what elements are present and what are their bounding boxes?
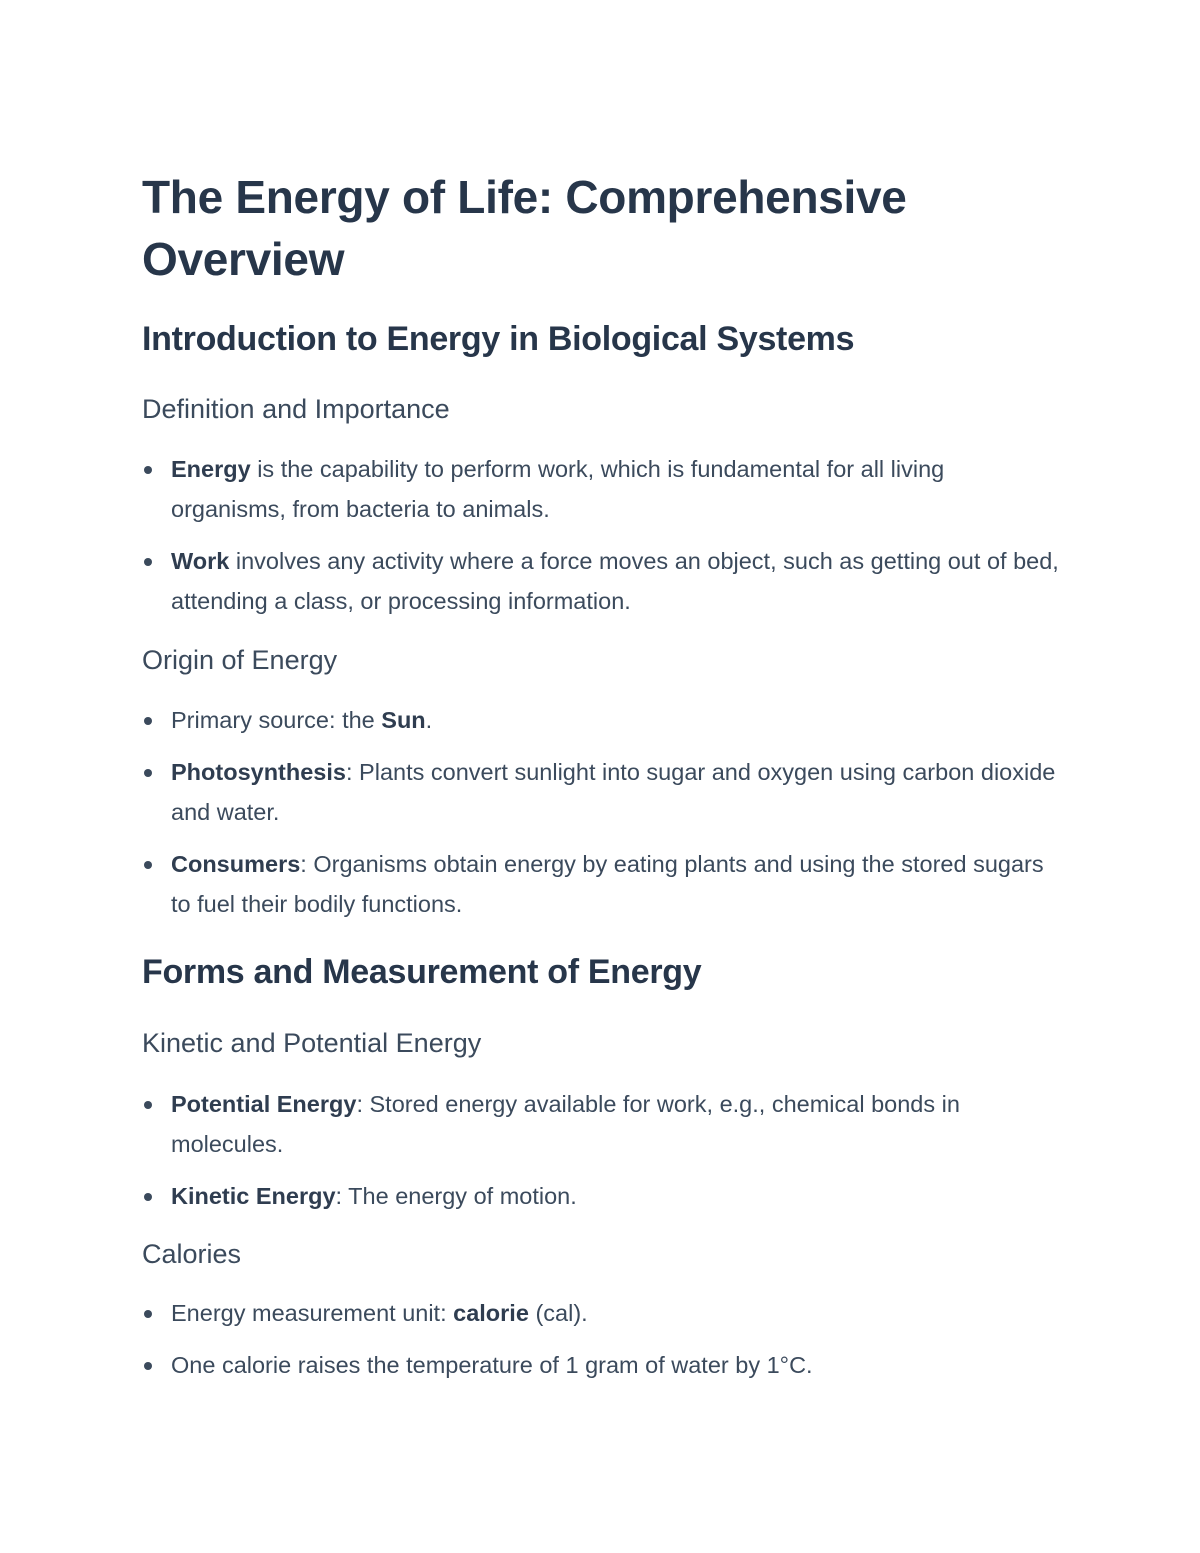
list-item: Energy measurement unit: calorie (cal). [142, 1293, 1062, 1333]
list-item: Photosynthesis: Plants convert sunlight into sugar and oxygen using carbon dioxide and water. [142, 752, 1062, 832]
list-item: Potential Energy: Stored energy available for work, e.g., chemical bonds in molecules. [142, 1084, 1062, 1164]
list-item: One calorie raises the temperature of 1 gram of water by 1°C. [142, 1345, 1062, 1385]
section-heading-forms: Forms and Measurement of Energy [142, 953, 702, 991]
subsection-heading-origin: Origin of Energy [142, 645, 338, 675]
section-heading-intro: Introduction to Energy in Biological Systems [142, 320, 855, 358]
subsection-heading-definition: Definition and Importance [142, 394, 450, 424]
bullet-list-calories [142, 1293, 1062, 1397]
bullet-list-kinetic-potential [142, 1084, 1062, 1228]
page-title: The Energy of Life: Comprehensive Overview [142, 171, 907, 285]
bullet-list-definition [142, 449, 1062, 633]
subsection-heading-calories: Calories [142, 1239, 242, 1269]
list-item: Consumers: Organisms obtain energy by eating plants and using the stored sugars to fuel their bodily functions. [142, 844, 1062, 924]
list-item: Energy is the capability to perform work, which is fundamental for all living organisms, from bacteria to animals. [142, 449, 1062, 529]
list-item: Kinetic Energy: The energy of motion. [142, 1176, 1062, 1216]
list-item: Work involves any activity where a force moves an object, such as getting out of bed, attending a class, or processing information. [142, 541, 1062, 621]
list-item: Primary source: the Sun. [142, 700, 1062, 740]
subsection-heading-kinetic-potential: Kinetic and Potential Energy [142, 1028, 482, 1058]
bullet-list-origin [142, 700, 1062, 936]
